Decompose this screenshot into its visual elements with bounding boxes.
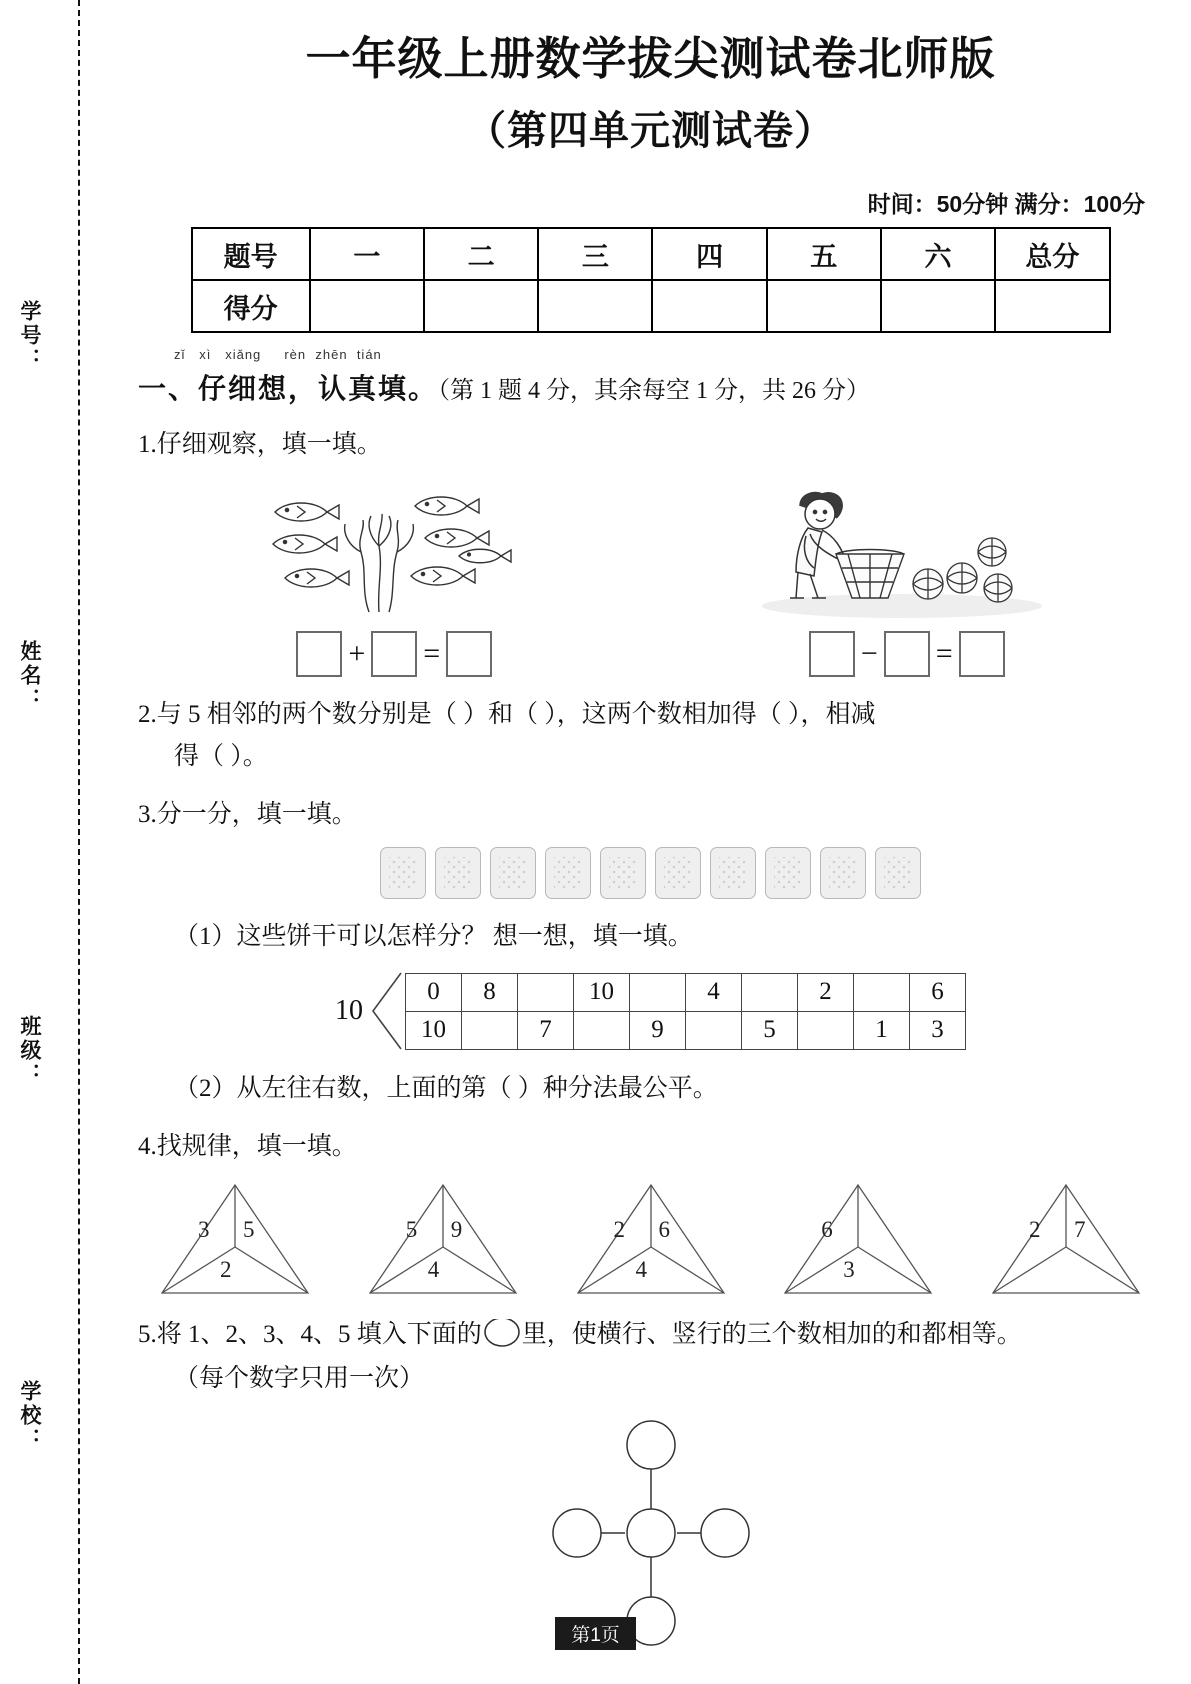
cookie-item (765, 847, 811, 899)
decomp-top-3[interactable] (518, 973, 574, 1011)
decomp-top-5[interactable] (630, 973, 686, 1011)
subtraction-equation (809, 631, 1005, 677)
decomp-top-8[interactable]: 2 (798, 973, 854, 1011)
cookie-item (545, 847, 591, 899)
triangle-1-right[interactable]: 5 (243, 1217, 255, 1243)
page-footer (0, 1617, 1191, 1650)
decomposition-total: 10 (335, 995, 363, 1027)
margin-label-name: 姓名： (18, 640, 41, 712)
decomp-bot-2[interactable] (462, 1011, 518, 1049)
question-2-line-2: 得（ ）。 (174, 743, 268, 771)
cookie-item (490, 847, 536, 899)
decomp-top-2[interactable]: 8 (462, 973, 518, 1011)
score-cell-total[interactable] (995, 280, 1109, 332)
pinyin-1: zǐ (174, 347, 186, 363)
decomp-top-4[interactable]: 10 (574, 973, 630, 1011)
question-1-pictures (138, 475, 1163, 625)
score-cell-6[interactable] (881, 280, 995, 332)
decomposition-bracket-icon (369, 971, 403, 1051)
score-col-3: 三 (538, 228, 652, 280)
triangle-1-left[interactable]: 3 (198, 1217, 210, 1243)
score-col-2: 二 (424, 228, 538, 280)
triangle-2-left[interactable]: 5 (405, 1217, 418, 1243)
triangle-puzzle-2 (358, 1181, 528, 1299)
cookie-item (875, 847, 921, 899)
score-col-1: 一 (310, 228, 424, 280)
cookie-item (600, 847, 646, 899)
decomposition-row-bottom (406, 1011, 966, 1049)
question-3-sub-2: （2）从左往右数，上面的第（ ）种分法最公平。 (174, 1075, 718, 1103)
pinyin-4: rèn (284, 347, 307, 363)
decomp-top-1[interactable]: 0 (406, 973, 462, 1011)
margin-label-student-number: 学号： (18, 300, 41, 372)
question-5-text-a: 5.将 1、2、3、4、5 填入下面的 (138, 1321, 482, 1349)
triangle-5-left[interactable]: 2 (1029, 1217, 1041, 1243)
triangle-4-bottom[interactable]: 3 (843, 1257, 855, 1283)
minus-sign: − (860, 637, 878, 671)
score-table (191, 227, 1111, 333)
decomp-bot-6[interactable] (686, 1011, 742, 1049)
decomp-top-10[interactable]: 6 (910, 973, 966, 1011)
question-3-sub-1: （1）这些饼干可以怎样分？ 想一想，填一填。 (174, 923, 693, 951)
addition-blank-2[interactable] (371, 631, 417, 677)
triangle-2-right[interactable]: 9 (450, 1217, 463, 1243)
plus-sign: + (348, 637, 366, 671)
decomp-bot-10[interactable]: 3 (910, 1011, 966, 1049)
score-cell-2[interactable] (424, 280, 538, 332)
inline-circle-icon (482, 1319, 522, 1349)
pinyin-3: xiǎng (225, 347, 262, 363)
cookie-item (820, 847, 866, 899)
decomposition-area (138, 971, 1163, 1051)
equals-sign-right: = (935, 637, 953, 671)
triangle-puzzle-5 (981, 1181, 1151, 1299)
triangle-3-bottom[interactable]: 4 (635, 1257, 647, 1283)
question-5-line-2: （每个数字只用一次） (174, 1365, 425, 1393)
score-col-total: 总分 (995, 228, 1109, 280)
left-margin (0, 0, 110, 1684)
question-4-text: 4.找规律，填一填。 (138, 1133, 357, 1161)
decomp-bot-8[interactable] (798, 1011, 854, 1049)
pinyin-2: xì (199, 347, 212, 363)
triangle-3-left[interactable]: 2 (613, 1217, 625, 1243)
triangle-4-left[interactable]: 6 (821, 1217, 833, 1243)
margin-label-school: 学校： (18, 1380, 41, 1452)
cross-circle-top (627, 1421, 675, 1469)
score-cell-4[interactable] (652, 280, 766, 332)
addition-blank-1[interactable] (296, 631, 342, 677)
page-title: 一年级上册数学拔尖测试卷北师版 (305, 33, 996, 84)
question-2-line-1: 2.与 5 相邻的两个数分别是（ ）和（ ），这两个数相加得（ ），相减 (138, 701, 876, 729)
score-cell-5[interactable] (767, 280, 881, 332)
score-row-label-score: 得分 (192, 280, 310, 332)
score-table-value-row (192, 280, 1110, 332)
pinyin-5: zhēn (315, 347, 348, 363)
cookie-item (435, 847, 481, 899)
decomp-bot-9[interactable]: 1 (854, 1011, 910, 1049)
question-5-text-b: 里，使横行、竖行的三个数相加的和都相等。 (521, 1321, 1022, 1349)
section-one-title: 一、仔细想，认真填。 (138, 374, 439, 406)
score-cell-3[interactable] (538, 280, 652, 332)
boy-with-basket-icon (752, 480, 1052, 625)
decomp-bot-4[interactable] (574, 1011, 630, 1049)
section-one-heading (138, 347, 1163, 407)
subtraction-blank-2[interactable] (884, 631, 930, 677)
question-1-text: 1.仔细观察，填一填。 (138, 431, 382, 459)
section-one-note: （第 1 题 4 分，其余每空 1 分，共 26 分） (438, 378, 871, 405)
decomposition-table (405, 973, 966, 1050)
score-col-5: 五 (767, 228, 881, 280)
decomp-bot-3[interactable]: 7 (518, 1011, 574, 1049)
score-col-6: 六 (881, 228, 995, 280)
decomp-top-9[interactable] (854, 973, 910, 1011)
dashed-fold-line (78, 0, 80, 1684)
triangle-3-right[interactable]: 6 (658, 1217, 670, 1243)
cookie-item (655, 847, 701, 899)
subtraction-blank-1[interactable] (809, 631, 855, 677)
cross-circle-left (553, 1509, 601, 1557)
addition-equation (296, 631, 492, 677)
decomp-bot-7[interactable]: 5 (742, 1011, 798, 1049)
decomp-top-6[interactable]: 4 (686, 973, 742, 1011)
score-cell-1[interactable] (310, 280, 424, 332)
equals-sign-left: = (423, 637, 441, 671)
fish-school-icon (249, 480, 529, 625)
question-3-text: 3.分一分，填一填。 (138, 801, 357, 829)
page-number: 第1页 (555, 1617, 636, 1650)
pinyin-6: tián (356, 347, 382, 363)
exam-sheet (110, 0, 1191, 1684)
score-table-header-row (192, 228, 1110, 280)
triangle-puzzle-4 (773, 1181, 943, 1299)
decomp-bot-1[interactable]: 10 (406, 1011, 462, 1049)
addition-blank-3[interactable] (446, 631, 492, 677)
score-col-4: 四 (652, 228, 766, 280)
cookie-item (380, 847, 426, 899)
decomp-top-7[interactable] (742, 973, 798, 1011)
pinyin-annotation (174, 347, 382, 362)
score-row-label-question: 题号 (192, 228, 310, 280)
question-5-line-1 (138, 1315, 1163, 1355)
subtraction-blank-3[interactable] (959, 631, 1005, 677)
question-1-equations (138, 631, 1163, 677)
cookie-item (710, 847, 756, 899)
triangle-puzzle-1 (150, 1181, 320, 1299)
triangle-puzzle-3 (566, 1181, 736, 1299)
triangle-row (138, 1181, 1163, 1299)
triangle-2-bottom[interactable]: 4 (427, 1257, 440, 1283)
margin-label-class: 班级： (18, 1015, 41, 1087)
decomp-bot-5[interactable]: 9 (630, 1011, 686, 1049)
triangle-5-right[interactable]: 7 (1074, 1217, 1086, 1243)
triangle-1-bottom[interactable]: 2 (220, 1257, 232, 1283)
cross-puzzle (138, 1417, 1163, 1647)
decomposition-row-top (406, 973, 966, 1011)
exam-meta: 时间：50分钟 满分：100分 (867, 191, 1145, 218)
cross-circle-right (701, 1509, 749, 1557)
page-subtitle: （第四单元测试卷） (466, 109, 835, 154)
cookie-row (138, 847, 1163, 899)
cross-circle-center (627, 1509, 675, 1557)
